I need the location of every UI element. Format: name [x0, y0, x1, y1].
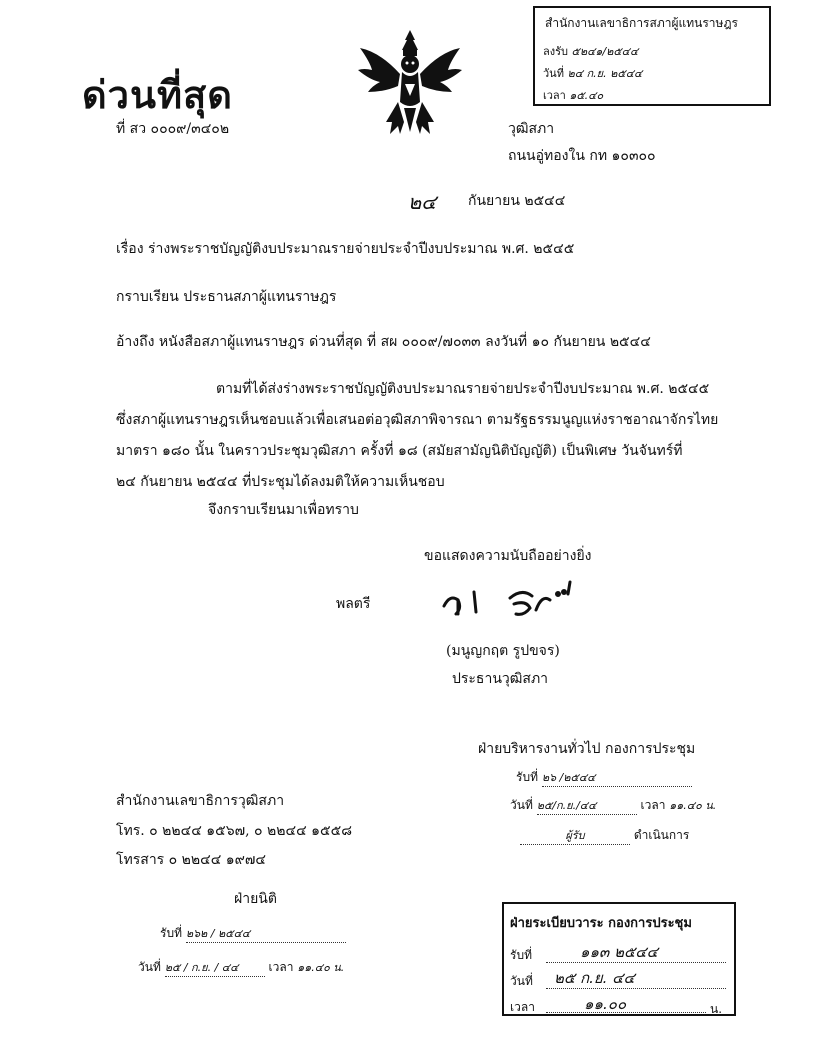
- legal-stamp-date-value: ๒๕ / ก.ย. / ๔๔: [165, 958, 265, 977]
- meeting-stamp-time-value: ๑๑.๔๐ น.: [669, 799, 717, 812]
- subject-line: เรื่อง ร่างพระราชบัญญัติงบประมาณรายจ่ายประจำปีงบประมาณ พ.ศ. ๒๕๔๕: [116, 241, 575, 257]
- agenda-stamp: [502, 902, 736, 1016]
- meeting-stamp-date-row: [510, 796, 716, 815]
- legal-stamp-time-value: ๑๑.๔๐ น.: [297, 961, 345, 974]
- agenda-stamp-time-line: [546, 1012, 706, 1013]
- legal-stamp-date-row: [138, 958, 344, 977]
- body-line: ตามที่ได้ส่งร่างพระราชบัญญัติงบประมาณรายจ่ายประจำปีงบประมาณ พ.ศ. ๒๕๔๕: [216, 381, 710, 397]
- receipt-stamp: [533, 6, 771, 106]
- office-phone: โทร. ๐ ๒๒๔๔ ๑๕๖๗, ๐ ๒๒๔๔ ๑๕๕๘: [116, 823, 353, 839]
- signer-position: ประธานวุฒิสภา: [452, 671, 549, 687]
- date-day: ๒๔: [408, 190, 437, 214]
- agenda-stamp-date-line: [546, 988, 726, 989]
- reference-line: อ้างถึง หนังสือสภาผู้แทนราษฎร ด่วนที่สุด ที่ สผ ๐๐๐๙/๗๐๓๓ ลงวันที่ ๑๐ กันยายน ๒๕๔๔: [116, 334, 651, 350]
- urgency-heading: ด่วนที่สุด: [82, 72, 233, 117]
- agenda-stamp-number-line: [546, 962, 726, 963]
- meeting-stamp-date-label: วันที่: [510, 798, 533, 812]
- agenda-stamp-title: ฝ่ายระเบียบวาระ กองการประชุม: [510, 916, 692, 931]
- agenda-stamp-time-label: เวลา: [510, 1000, 535, 1014]
- address-line-2: ถนนอู่ทองใน กท ๑๐๓๐๐: [508, 148, 656, 164]
- meeting-stamp-receiver-value: ผู้รับ: [520, 826, 630, 845]
- agenda-stamp-date-value: ๒๕ ก.ย. ๔๔: [554, 969, 635, 987]
- receipt-stamp-date-value: ๒๔ ก.ย. ๒๕๔๔: [567, 67, 643, 80]
- signer-rank: พลตรี: [336, 596, 371, 612]
- receipt-stamp-number-label: ลงรับ: [543, 45, 569, 58]
- body-line: มาตรา ๑๘๐ นั้น ในคราวประชุมวุฒิสภา ครั้งที่ ๑๘ (สมัยสามัญนิติบัญญัติ) เป็นพิเศษ วันจันทร์ที่: [116, 443, 683, 459]
- office-fax: โทรสาร ๐ ๒๒๔๔ ๑๙๗๔: [116, 852, 267, 868]
- agenda-stamp-number-value: ๑๑๓ ๒๕๔๔: [580, 943, 659, 961]
- legal-stamp-date-label: วันที่: [138, 960, 161, 974]
- legal-stamp-title: ฝ่ายนิติ: [234, 891, 277, 907]
- legal-stamp-number-row: [160, 924, 346, 943]
- receipt-stamp-title: สำนักงานเลขาธิการสภาผู้แทนราษฎร: [545, 16, 738, 30]
- agenda-stamp-number-label: รับที่: [510, 948, 532, 962]
- receipt-stamp-time-row: [543, 86, 603, 104]
- legal-stamp-number-value: ๒๖๒ / ๒๕๔๔: [186, 924, 346, 943]
- document-number: ที่ สว ๐๐๐๙/๓๔๐๒: [116, 121, 230, 137]
- office-name: สำนักงานเลขาธิการวุฒิสภา: [116, 793, 285, 809]
- meeting-stamp-date-value: ๒๕/ก.ย./๔๔: [537, 796, 637, 815]
- signature-icon: [430, 570, 580, 630]
- agenda-stamp-time-value: ๑๑.๐๐: [584, 995, 627, 1013]
- receipt-stamp-time-value: ๑๕.๔๐: [569, 89, 604, 102]
- meeting-stamp-receiver-row: [520, 826, 689, 845]
- agenda-stamp-date-label: วันที่: [510, 974, 533, 988]
- receipt-stamp-number-row: [543, 42, 638, 60]
- receipt-stamp-time-label: เวลา: [543, 89, 566, 102]
- receipt-stamp-date-row: [543, 64, 642, 82]
- salutation-line: กราบเรียน ประธานสภาผู้แทนราษฎร: [116, 289, 337, 305]
- signer-name: (มนูญกฤต รูปขจร): [446, 643, 560, 659]
- meeting-stamp-receiver-suffix: ดำเนินการ: [633, 828, 690, 842]
- garuda-emblem-icon: [350, 22, 470, 142]
- legal-stamp-number-label: รับที่: [160, 926, 182, 940]
- meeting-stamp-number-label: รับที่: [516, 770, 538, 784]
- body-line: ซึ่งสภาผู้แทนราษฎรเห็นชอบแล้วเพื่อเสนอต่อวุฒิสภาพิจารณา ตามรัฐธรรมนูญแห่งราชอาณาจักรไทย: [116, 412, 719, 428]
- regards-line: ขอแสดงความนับถืออย่างยิ่ง: [424, 548, 592, 564]
- receipt-stamp-date-label: วันที่: [543, 67, 564, 80]
- meeting-stamp-number-row: [516, 768, 692, 787]
- meeting-stamp-number-value: ๒๖ /๒๕๔๔: [542, 768, 692, 787]
- closing-line: จึงกราบเรียนมาเพื่อทราบ: [208, 502, 359, 518]
- body-line: ๒๔ กันยายน ๒๕๔๔ ที่ประชุมได้ลงมติให้ความเห็นชอบ: [116, 474, 445, 490]
- address-line-1: วุฒิสภา: [508, 121, 555, 137]
- meeting-stamp-time-label: เวลา: [640, 798, 666, 812]
- meeting-stamp-title: ฝ่ายบริหารงานทั่วไป กองการประชุม: [478, 741, 696, 757]
- legal-stamp-time-label: เวลา: [268, 960, 294, 974]
- date-month-year: กันยายน ๒๕๔๔: [468, 193, 566, 209]
- receipt-stamp-number-value: ๕๒๔๑/๒๕๔๔: [571, 45, 639, 58]
- agenda-stamp-time-suffix: น.: [710, 1002, 723, 1016]
- body-paragraph: [116, 374, 726, 498]
